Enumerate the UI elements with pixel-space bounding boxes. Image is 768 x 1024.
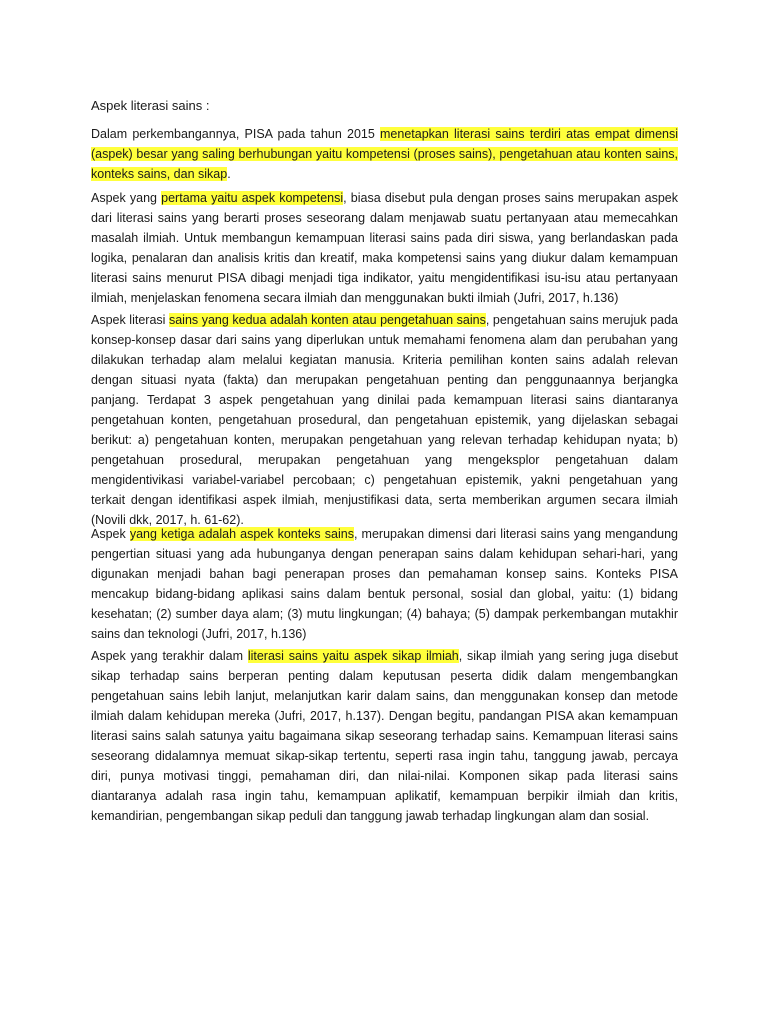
paragraph-line [91,370,678,390]
highlighted-text: yang ketiga adalah aspek konteks sains [129,527,354,541]
text-segment: seseorang didalamnya memuat sikap-sikap tertentu, seperti rasa ingin tahu, tanggung jawab, percaya [91,749,678,763]
text-segment: diri, punya motivasi tinggi, pemahaman diri, dan nilai-nilai. Komponen sikap pada literasi sains [91,769,678,783]
paragraph-line [91,390,678,410]
paragraph-line [91,144,678,164]
text-segment: , sikap ilmiah yang sering juga disebut [458,649,678,663]
text-segment: pengetahuan sains lebih lanjut, melanjutkan karir dalam sains, dan menggunakan konsep dan metode [91,689,678,703]
paragraph-line [91,544,678,564]
paragraph-line [91,706,678,726]
text-segment: , pengetahuan sains merujuk pada [485,313,678,327]
text-segment: literasi sains salah satunya yaitu bagaimana sikap seseorang terhadap sains. Kemampuan literasi sains [91,729,678,743]
paragraph [91,310,678,530]
text-segment: kemandirian, pengembangan sikap peduli dan tanggung jawab terhadap lingkungan alam dan sosial. [91,809,650,823]
text-segment: konsep-konsep dasar dari sains yang diperlukan untuk memahami fenomena alam dan perubahan yang [91,333,678,347]
text-segment: digunakan menjadi bahan bagi penerapan proses dan pemahaman konsep sains. Konteks PISA [91,567,678,581]
paragraph-line [91,470,678,490]
text-segment: dari literasi sains yang berarti proses seseorang dalam menjawab suatu pertanyaan atau memecahkan [91,211,678,225]
text-segment: , merupakan dimensi dari literasi sains yang mengandung [353,527,678,541]
text-segment: literasi sains menurut PISA dibagi menjadi tiga indikator, yaitu mengidentifikasi isu-isu atau pertanyaan [91,271,678,285]
paragraph-line [91,430,678,450]
text-segment: logika, penalaran dan analisis kritis dan kreatif, maka kompetensi sains yang diukur dalam kemampuan [91,251,678,265]
highlighted-text: pertama yaitu aspek kompetensi [161,191,344,205]
paragraph-line [91,124,678,144]
paragraph-line [91,786,678,806]
paragraph-line [91,310,678,330]
paragraph-line [91,806,678,826]
text-segment: Aspek [91,527,130,541]
paragraph [91,646,678,826]
paragraph-line [91,288,678,308]
paragraph-line [91,248,678,268]
paragraph-line [91,604,678,624]
text-segment: ilmiah, menjelaskan fenomena secara ilmiah dan menggunakan bukti ilmiah (Jufri, 2017, h.136) [91,291,619,305]
paragraph-line [91,228,678,248]
text-segment: Aspek yang [91,191,162,205]
highlighted-text: sains yang kedua adalah konten atau pengetahuan sains [168,313,486,327]
paragraph-line [91,646,678,666]
text-segment: panjang. Terdapat 3 aspek pengetahuan yang dinilai pada kemampuan literasi sains diantaranya [91,393,678,407]
paragraph-line [91,584,678,604]
paragraph-line [91,410,678,430]
text-segment: diantaranya adalah rasa ingin tahu, kemampuan aplikatif, kemampuan berpikir ilmiah dan kritis, [91,789,678,803]
text-segment: sikap terhadap sains berperan penting dalam keputusan peserta didik dalam mengembangkan [91,669,678,683]
paragraph-line [91,490,678,510]
highlighted-text: konteks sains, dan sikap [91,167,228,181]
text-segment: dengan situasi nyata (fakta) dan merupakan pengetahuan penting dan penggunaannya berjangka [91,373,678,387]
paragraph-line [91,564,678,584]
paragraph-line [91,624,678,644]
text-segment: Aspek yang terakhir dalam [91,649,248,663]
text-segment: Dalam perkembangannya, PISA pada tahun 2015 [91,127,381,141]
text-segment: terkait dengan identifikasi aspek ilmiah, menjustifikasi data, serta memberikan argumen secara ilmiah [91,493,678,507]
paragraph-line [91,450,678,470]
paragraph-line [91,666,678,686]
paragraph-line [91,188,678,208]
text-segment: mengidentivikasi variabel-variabel percobaan; c) pengetahuan epistemik, yakni pengetahuan yang [91,473,678,487]
text-segment: . [227,167,231,181]
text-segment: kesehatan; (2) sumber daya alam; (3) mutu lingkungan; (4) bahaya; (5) dampak perkembangan mutakhir [91,607,678,621]
text-segment: , biasa disebut pula dengan proses sains merupakan aspek [343,191,678,205]
paragraph-line [91,726,678,746]
text-segment: Aspek literasi [91,313,169,327]
highlighted-text: (aspek) besar yang saling berhubungan yaitu kompetensi (proses sains), pengetahuan atau konten sains, [91,147,678,161]
paragraph-line [91,268,678,288]
text-segment: (Novili dkk, 2017, h. 61-62). [91,513,244,527]
document-heading: Aspek literasi sains : [91,98,210,113]
text-segment: ilmiah dalam kehidupan mereka (Jufri, 2017, h.137). Dengan begitu, pandangan PISA akan kemampuan [91,709,678,723]
text-segment: berikut: a) pengetahuan konten, merupakan pengetahuan yang relevan terhadap kehidupan nyata; b) [91,433,678,447]
paragraph [91,188,678,308]
highlighted-text: literasi sains yaitu aspek sikap ilmiah [247,649,459,663]
paragraph-line [91,164,678,184]
text-segment: pengetahuan prosedural, merupakan pengetahuan yang mengeksplor pengetahuan dalam [91,453,678,467]
paragraph-line [91,746,678,766]
paragraph-line [91,208,678,228]
paragraph [91,524,678,644]
text-segment: masalah ilmiah. Untuk membangun kemampuan literasi sains pada diri siswa, yang berlandaskan pada [91,231,678,245]
paragraph-line [91,524,678,544]
text-segment: pengetahuan konten, pengetahuan prosedural, dan pengetahuan epistemik, yang dijelaskan sebagai [91,413,678,427]
text-segment: dilakukan terhadap alam melalui kegiatan manusia. Kriteria pemilihan konten sains adalah relevan [91,353,678,367]
paragraph-line [91,330,678,350]
paragraph-line [91,686,678,706]
paragraph-line [91,766,678,786]
text-segment: mencakup bidang-bidang aplikasi sains dalam bentuk personal, sosial dan global, yaitu: (1) bidang [91,587,678,601]
highlighted-text: menetapkan literasi sains terdiri atas empat dimensi [380,127,678,141]
text-segment: pengertian situasi yang ada hubunganya dengan penerapan sains dalam kehidupan sehari-hari, yang [91,547,678,561]
text-segment: sains dan teknologi (Jufri, 2017, h.136) [91,627,307,641]
paragraph-line [91,350,678,370]
paragraph [91,124,678,184]
